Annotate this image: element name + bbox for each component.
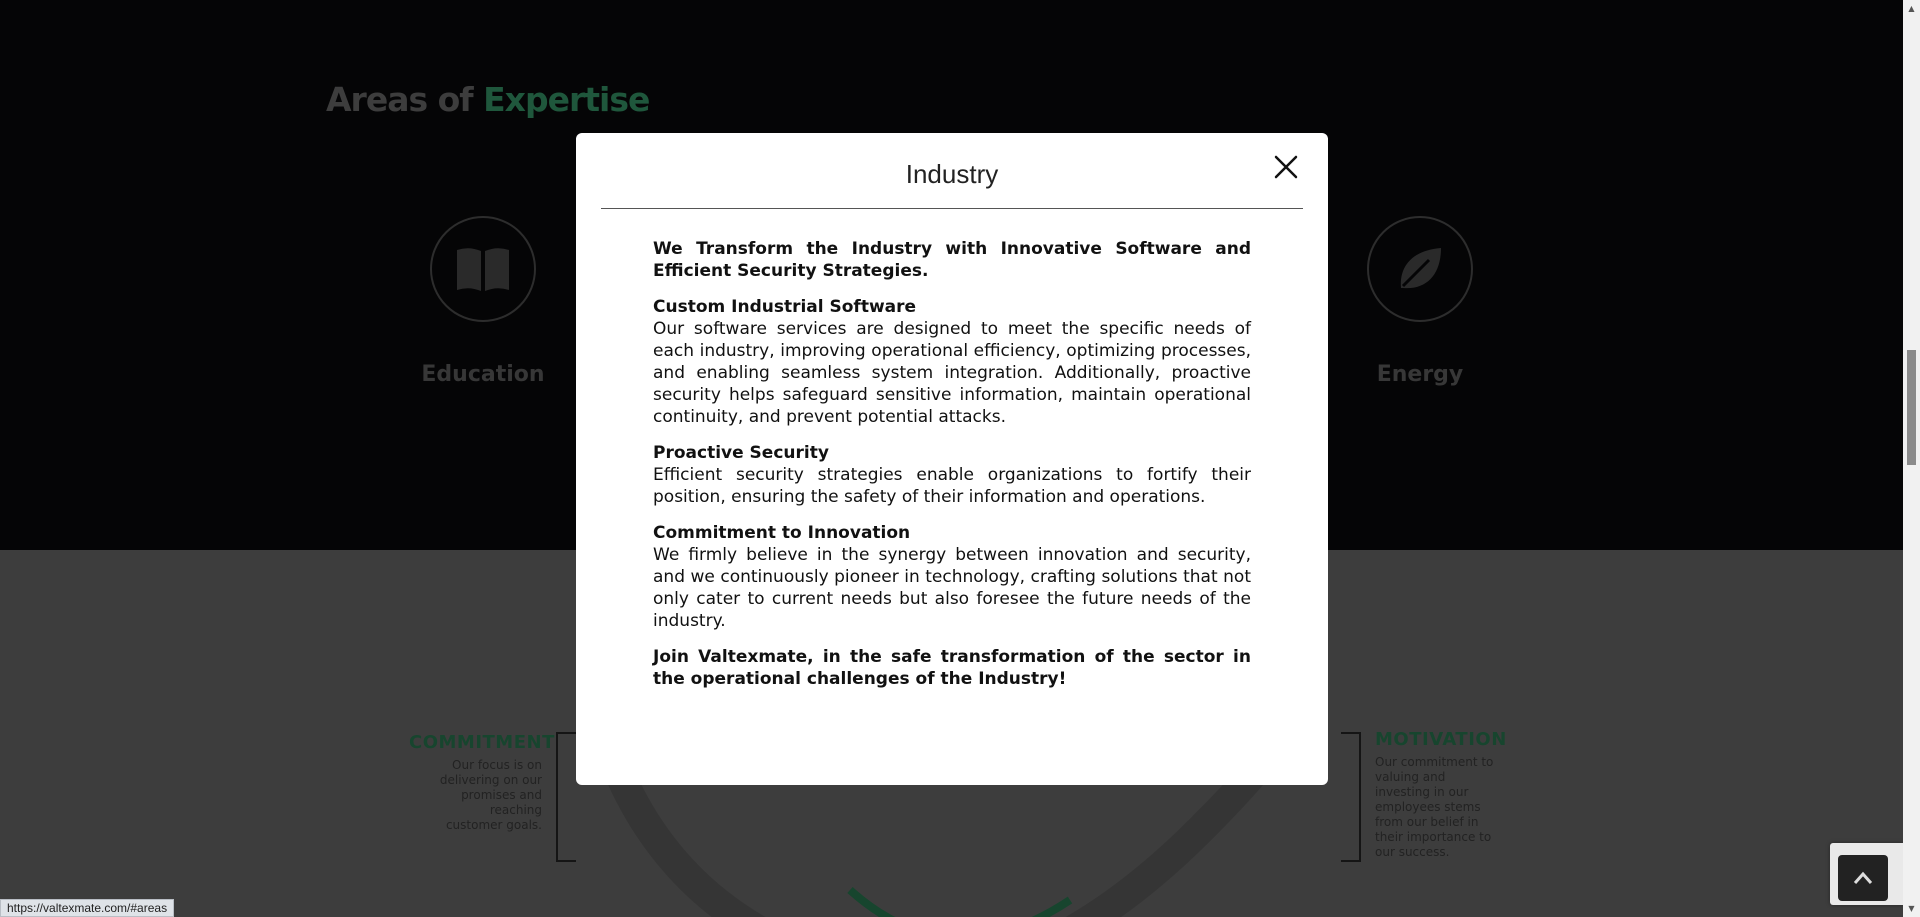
modal-divider (601, 208, 1303, 209)
back-to-top-button[interactable] (1838, 855, 1888, 901)
block-heading: Proactive Security (653, 443, 829, 463)
modal-lead: We Transform the Industry with Innovative Software and Efficient Security Strategies. (653, 239, 1251, 281)
status-bar-url: https://valtexmate.com/#areas (0, 899, 174, 917)
block-text: Efficient security strategies enable organizations to fortify their position, ensuring the safety of their information and operations. (653, 465, 1251, 507)
modal-block (653, 442, 1251, 508)
block-heading: Custom Industrial Software (653, 297, 917, 317)
close-icon (1273, 154, 1299, 180)
modal-block (653, 522, 1251, 632)
scroll-up-arrow[interactable]: ▲ (1908, 4, 1915, 13)
chevron-up-icon (1853, 871, 1873, 885)
modal-block (653, 296, 1251, 428)
modal-title: Industry (905, 159, 999, 189)
block-heading: Commitment to Innovation (653, 523, 911, 543)
page-scrollbar[interactable] (1903, 0, 1920, 917)
modal-closing: Join Valtexmate, in the safe transformation of the sector in the operational challenges of the Industry! (653, 647, 1251, 689)
industry-modal (576, 133, 1328, 785)
block-text: Our software services are designed to meet the specific needs of each industry, improving operational efficiency, optimizing processes, and enabling seamless system integration. Additionally, proactive security helps safeguard sensitive information, maintain operational continuity, and prevent potential attacks. (653, 319, 1251, 427)
modal-body (653, 238, 1251, 690)
block-text: We firmly believe in the synergy between innovation and security, and we continuously pioneer in technology, crafting solutions that not only cater to current needs but also foresee the future needs of the industry. (653, 545, 1251, 631)
modal-close-button[interactable] (1264, 145, 1308, 189)
scroll-thumb[interactable] (1907, 350, 1916, 465)
scroll-down-arrow[interactable]: ▼ (1908, 904, 1915, 913)
